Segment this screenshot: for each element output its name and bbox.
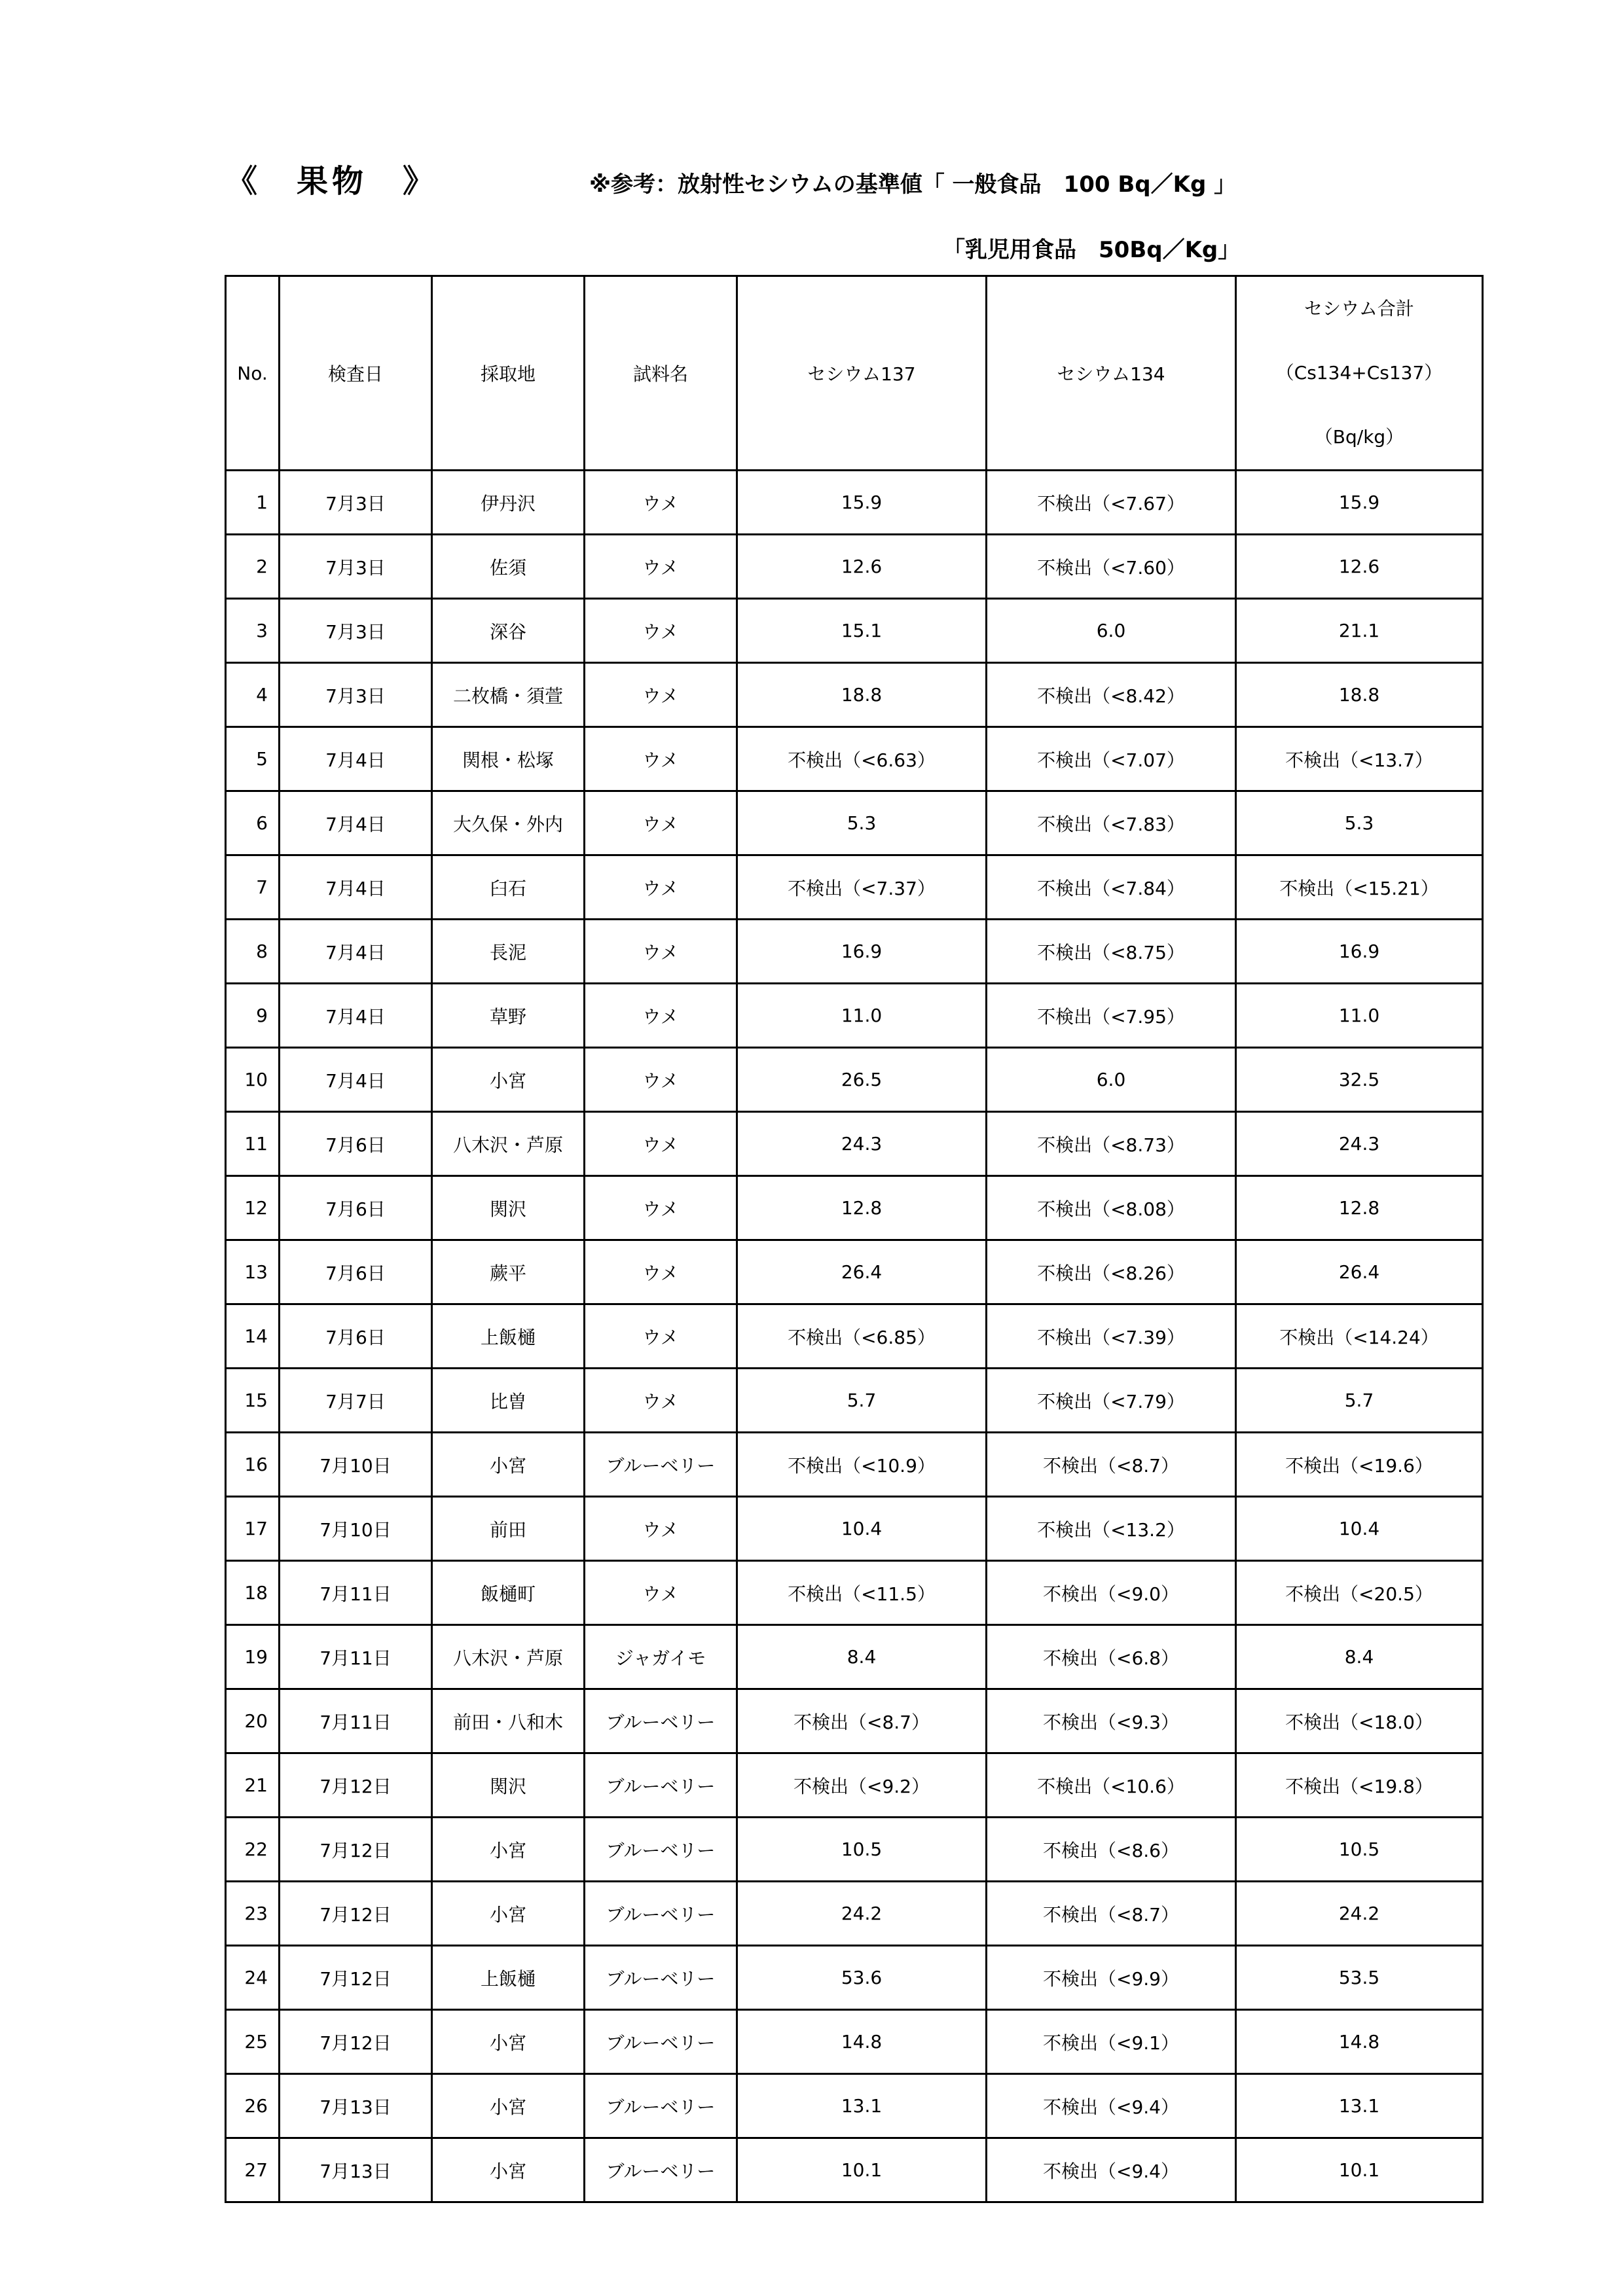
cell-cs137: 5.3 (737, 791, 987, 855)
cell-cs137: 15.9 (737, 471, 987, 535)
cell-date: 7月13日 (280, 2138, 432, 2202)
cell-date: 7月3日 (280, 471, 432, 535)
cell-date: 7月12日 (280, 1946, 432, 2010)
cell-location: 小宮 (432, 1433, 585, 1497)
table-row (226, 2074, 1483, 2138)
table-row (226, 984, 1483, 1048)
table-row (226, 1882, 1483, 1946)
cell-no: 12 (226, 1176, 280, 1240)
cell-location: 小宮 (432, 1882, 585, 1946)
cell-total: 13.1 (1236, 2074, 1483, 2138)
cell-no: 2 (226, 535, 280, 599)
cell-no: 27 (226, 2138, 280, 2202)
cell-cs137: 12.8 (737, 1176, 987, 1240)
cell-location: 草野 (432, 984, 585, 1048)
cell-date: 7月6日 (280, 1112, 432, 1176)
cell-cs137: 5.7 (737, 1369, 987, 1433)
table-body (226, 471, 1483, 2202)
cell-location: 佐須 (432, 535, 585, 599)
cell-total: 11.0 (1236, 984, 1483, 1048)
cell-cs134: 不検出（<7.84） (987, 855, 1236, 920)
cell-location: 上飯樋 (432, 1946, 585, 2010)
cell-date: 7月11日 (280, 1689, 432, 1753)
table-row (226, 2138, 1483, 2202)
table-row (226, 1689, 1483, 1753)
cell-total: 18.8 (1236, 663, 1483, 727)
cell-sample: ウメ (585, 984, 737, 1048)
cell-date: 7月6日 (280, 1304, 432, 1369)
cell-location: 小宮 (432, 2138, 585, 2202)
cell-date: 7月7日 (280, 1369, 432, 1433)
cell-cs137: 53.6 (737, 1946, 987, 2010)
cell-date: 7月12日 (280, 1818, 432, 1882)
cell-total: 不検出（<19.8） (1236, 1753, 1483, 1818)
header-no: No. (226, 276, 280, 471)
cell-total: 15.9 (1236, 471, 1483, 535)
header-total (1236, 276, 1483, 471)
cell-sample: ウメ (585, 920, 737, 984)
cell-total: 5.3 (1236, 791, 1483, 855)
cell-sample: ブルーベリー (585, 2010, 737, 2074)
cell-location: 八木沢・芦原 (432, 1625, 585, 1689)
cell-sample: ウメ (585, 1497, 737, 1561)
cell-cs137: 10.1 (737, 2138, 987, 2202)
cell-cs137: 不検出（<8.7） (737, 1689, 987, 1753)
cell-date: 7月13日 (280, 2074, 432, 2138)
cell-cs134: 不検出（<7.79） (987, 1369, 1236, 1433)
cell-total: 26.4 (1236, 1240, 1483, 1304)
cell-total: 不検出（<15.21） (1236, 855, 1483, 920)
cell-cs137: 26.4 (737, 1240, 987, 1304)
cell-sample: ブルーベリー (585, 1882, 737, 1946)
cell-location: 前田・八和木 (432, 1689, 585, 1753)
cell-cs134: 不検出（<8.6） (987, 1818, 1236, 1882)
cell-total: 不検出（<19.6） (1236, 1433, 1483, 1497)
cell-location: 臼石 (432, 855, 585, 920)
cesium-results-table (225, 275, 1484, 2203)
cell-no: 25 (226, 2010, 280, 2074)
cell-location: 前田 (432, 1497, 585, 1561)
cell-no: 19 (226, 1625, 280, 1689)
cell-total: 不検出（<13.7） (1236, 727, 1483, 791)
cell-cs134: 不検出（<9.3） (987, 1689, 1236, 1753)
cell-total: 10.5 (1236, 1818, 1483, 1882)
header-total-unit: （Bq/kg） (1314, 426, 1404, 448)
cell-cs134: 不検出（<7.67） (987, 471, 1236, 535)
cell-location: 関沢 (432, 1753, 585, 1818)
cell-sample: ウメ (585, 663, 737, 727)
cell-date: 7月3日 (280, 599, 432, 663)
cell-date: 7月4日 (280, 855, 432, 920)
cell-no: 7 (226, 855, 280, 920)
cell-sample: ウメ (585, 1112, 737, 1176)
cell-no: 24 (226, 1946, 280, 2010)
table-row (226, 1369, 1483, 1433)
cell-cs137: 12.6 (737, 535, 987, 599)
cell-no: 1 (226, 471, 280, 535)
cell-cs137: 不検出（<6.63） (737, 727, 987, 791)
cell-cs134: 不検出（<9.9） (987, 1946, 1236, 2010)
cell-no: 20 (226, 1689, 280, 1753)
table-row (226, 1497, 1483, 1561)
cell-location: 関根・松塚 (432, 727, 585, 791)
cell-cs134: 不検出（<8.08） (987, 1176, 1236, 1240)
cell-date: 7月10日 (280, 1497, 432, 1561)
cell-date: 7月12日 (280, 1882, 432, 1946)
header-cs137: セシウム137 (737, 276, 987, 471)
table-row (226, 1625, 1483, 1689)
cell-total: 10.1 (1236, 2138, 1483, 2202)
cell-cs134: 不検出（<8.75） (987, 920, 1236, 984)
cell-cs137: 不検出（<10.9） (737, 1433, 987, 1497)
cell-cs137: 18.8 (737, 663, 987, 727)
cell-sample: ブルーベリー (585, 1818, 737, 1882)
table-row (226, 1240, 1483, 1304)
table-row (226, 920, 1483, 984)
header-row (226, 276, 1483, 471)
cell-location: 小宮 (432, 2010, 585, 2074)
cell-total: 5.7 (1236, 1369, 1483, 1433)
reference-standard-general: ※参考：放射性セシウムの基準値「 一般食品 100 Bq／Kg 」 (589, 171, 1237, 198)
cell-no: 11 (226, 1112, 280, 1176)
cell-total: 24.2 (1236, 1882, 1483, 1946)
cell-sample: ウメ (585, 1369, 737, 1433)
cell-cs137: 13.1 (737, 2074, 987, 2138)
cell-location: 伊丹沢 (432, 471, 585, 535)
cell-no: 5 (226, 727, 280, 791)
cell-sample: ブルーベリー (585, 2138, 737, 2202)
cell-date: 7月4日 (280, 920, 432, 984)
cell-location: 蕨平 (432, 1240, 585, 1304)
cell-cs137: 不検出（<11.5） (737, 1561, 987, 1625)
cell-no: 13 (226, 1240, 280, 1304)
cell-total: 8.4 (1236, 1625, 1483, 1689)
cell-cs137: 16.9 (737, 920, 987, 984)
cell-total: 14.8 (1236, 2010, 1483, 2074)
table-row (226, 2010, 1483, 2074)
cell-cs134: 6.0 (987, 599, 1236, 663)
cell-date: 7月11日 (280, 1625, 432, 1689)
cell-cs134: 不検出（<13.2） (987, 1497, 1236, 1561)
cell-cs137: 不検出（<9.2） (737, 1753, 987, 1818)
cell-cs137: 不検出（<6.85） (737, 1304, 987, 1369)
cell-cs137: 26.5 (737, 1048, 987, 1112)
cell-no: 21 (226, 1753, 280, 1818)
cell-cs134: 不検出（<9.1） (987, 2010, 1236, 2074)
cell-location: 飯樋町 (432, 1561, 585, 1625)
cell-location: 比曽 (432, 1369, 585, 1433)
cell-no: 26 (226, 2074, 280, 2138)
cell-no: 18 (226, 1561, 280, 1625)
cell-total: 10.4 (1236, 1497, 1483, 1561)
cell-date: 7月3日 (280, 663, 432, 727)
cell-location: 長泥 (432, 920, 585, 984)
cell-sample: ブルーベリー (585, 1689, 737, 1753)
cell-no: 9 (226, 984, 280, 1048)
cell-total: 16.9 (1236, 920, 1483, 984)
cell-cs134: 不検出（<9.4） (987, 2138, 1236, 2202)
header-location: 採取地 (432, 276, 585, 471)
cell-cs134: 不検出（<10.6） (987, 1753, 1236, 1818)
cell-cs134: 不検出（<8.26） (987, 1240, 1236, 1304)
cell-sample: ウメ (585, 1048, 737, 1112)
cell-no: 15 (226, 1369, 280, 1433)
cell-sample: ウメ (585, 791, 737, 855)
cell-total: 12.8 (1236, 1176, 1483, 1240)
table-row (226, 1304, 1483, 1369)
table-row (226, 1433, 1483, 1497)
cell-no: 16 (226, 1433, 280, 1497)
cell-cs137: 24.3 (737, 1112, 987, 1176)
cell-location: 関沢 (432, 1176, 585, 1240)
cell-cs134: 不検出（<8.42） (987, 663, 1236, 727)
table-row (226, 1561, 1483, 1625)
cell-sample: ブルーベリー (585, 1753, 737, 1818)
cell-no: 8 (226, 920, 280, 984)
cell-total: 不検出（<18.0） (1236, 1689, 1483, 1753)
cell-date: 7月6日 (280, 1176, 432, 1240)
table-row (226, 535, 1483, 599)
cell-no: 4 (226, 663, 280, 727)
cell-cs134: 6.0 (987, 1048, 1236, 1112)
cell-sample: ウメ (585, 599, 737, 663)
cell-cs134: 不検出（<8.7） (987, 1882, 1236, 1946)
header-date: 検査日 (280, 276, 432, 471)
table-row (226, 1946, 1483, 2010)
cell-sample: ウメ (585, 535, 737, 599)
header-sample: 試料名 (585, 276, 737, 471)
cell-sample: ウメ (585, 1176, 737, 1240)
cell-cs134: 不検出（<9.0） (987, 1561, 1236, 1625)
cell-cs137: 10.5 (737, 1818, 987, 1882)
cell-date: 7月6日 (280, 1240, 432, 1304)
cell-location: 八木沢・芦原 (432, 1112, 585, 1176)
table-row (226, 1818, 1483, 1882)
cell-date: 7月4日 (280, 791, 432, 855)
cell-date: 7月4日 (280, 1048, 432, 1112)
table-row (226, 663, 1483, 727)
cell-cs137: 24.2 (737, 1882, 987, 1946)
cell-no: 14 (226, 1304, 280, 1369)
table-row (226, 599, 1483, 663)
cell-no: 6 (226, 791, 280, 855)
cell-total: 32.5 (1236, 1048, 1483, 1112)
cell-cs137: 不検出（<7.37） (737, 855, 987, 920)
header-total-formula: （Cs134+Cs137） (1275, 362, 1443, 384)
cell-total: 21.1 (1236, 599, 1483, 663)
cell-sample: ウメ (585, 855, 737, 920)
cell-location: 小宮 (432, 1818, 585, 1882)
table-row (226, 1048, 1483, 1112)
cell-sample: ウメ (585, 1304, 737, 1369)
table-row (226, 1753, 1483, 1818)
cell-sample: ウメ (585, 727, 737, 791)
cell-no: 17 (226, 1497, 280, 1561)
cell-cs137: 15.1 (737, 599, 987, 663)
cell-cs134: 不検出（<7.60） (987, 535, 1236, 599)
cell-total: 53.5 (1236, 1946, 1483, 2010)
cell-total: 12.6 (1236, 535, 1483, 599)
cell-sample: ウメ (585, 1240, 737, 1304)
header-cs134: セシウム134 (987, 276, 1236, 471)
cell-cs134: 不検出（<7.83） (987, 791, 1236, 855)
cell-no: 22 (226, 1818, 280, 1882)
cell-date: 7月10日 (280, 1433, 432, 1497)
cell-total: 24.3 (1236, 1112, 1483, 1176)
cell-no: 3 (226, 599, 280, 663)
table-row (226, 791, 1483, 855)
cell-date: 7月12日 (280, 1753, 432, 1818)
cell-cs137: 8.4 (737, 1625, 987, 1689)
cell-sample: ウメ (585, 471, 737, 535)
cell-cs134: 不検出（<9.4） (987, 2074, 1236, 2138)
cell-cs134: 不検出（<7.07） (987, 727, 1236, 791)
cell-sample: ブルーベリー (585, 1946, 737, 2010)
cell-date: 7月11日 (280, 1561, 432, 1625)
cell-location: 小宮 (432, 2074, 585, 2138)
cell-no: 10 (226, 1048, 280, 1112)
table-header (226, 276, 1483, 471)
table-row (226, 727, 1483, 791)
cell-date: 7月12日 (280, 2010, 432, 2074)
cell-cs134: 不検出（<7.39） (987, 1304, 1236, 1369)
cell-cs134: 不検出（<7.95） (987, 984, 1236, 1048)
cell-no: 23 (226, 1882, 280, 1946)
table-row (226, 855, 1483, 920)
cell-location: 二枚橋・須萱 (432, 663, 585, 727)
table-row (226, 471, 1483, 535)
reference-standard-infant: 「乳児用食品 50Bq／Kg」 (943, 237, 1241, 263)
header-total-label: セシウム合計 (1304, 298, 1414, 319)
cell-total: 不検出（<20.5） (1236, 1561, 1483, 1625)
cell-cs137: 14.8 (737, 2010, 987, 2074)
cell-location: 小宮 (432, 1048, 585, 1112)
cell-date: 7月3日 (280, 535, 432, 599)
cell-location: 深谷 (432, 599, 585, 663)
cell-cs137: 11.0 (737, 984, 987, 1048)
cell-sample: ブルーベリー (585, 2074, 737, 2138)
cell-location: 上飯樋 (432, 1304, 585, 1369)
table-row (226, 1112, 1483, 1176)
cell-cs134: 不検出（<6.8） (987, 1625, 1236, 1689)
cell-sample: ジャガイモ (585, 1625, 737, 1689)
cell-cs134: 不検出（<8.73） (987, 1112, 1236, 1176)
cell-cs137: 10.4 (737, 1497, 987, 1561)
cell-sample: ブルーベリー (585, 1433, 737, 1497)
table-row (226, 1176, 1483, 1240)
cell-cs134: 不検出（<8.7） (987, 1433, 1236, 1497)
cell-sample: ウメ (585, 1561, 737, 1625)
cell-location: 大久保・外内 (432, 791, 585, 855)
page-title: 《 果物 》 (226, 163, 439, 200)
cell-date: 7月4日 (280, 727, 432, 791)
cell-date: 7月4日 (280, 984, 432, 1048)
cell-total: 不検出（<14.24） (1236, 1304, 1483, 1369)
